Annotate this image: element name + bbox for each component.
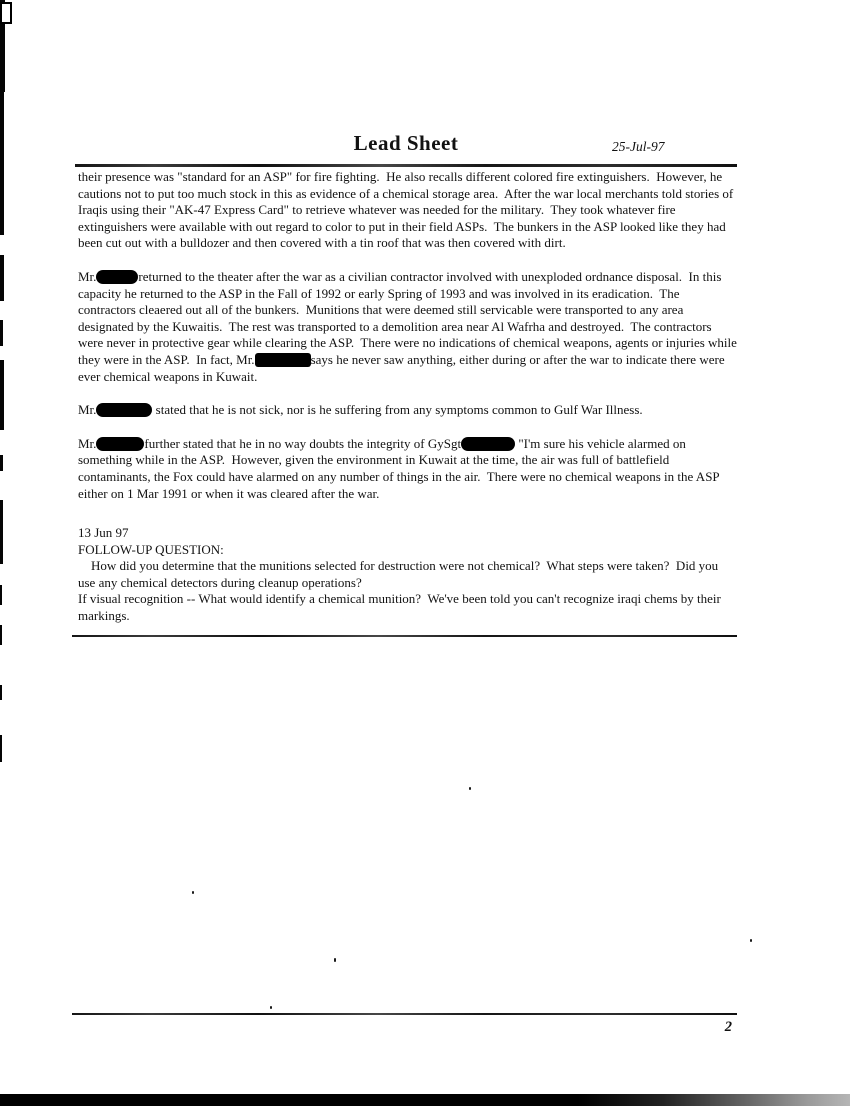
document-body — [78, 169, 741, 625]
document-title: Lead Sheet — [353, 131, 459, 155]
paragraph-not-sick: Mr. stated that he is not sick, nor is he suffering from any symptoms common to Gulf War Illness. — [78, 402, 643, 418]
paragraph-question-2: If visual recognition -- What would identify a chemical munition? We've been told you can't recognize iraqi chems by their markings. — [78, 591, 725, 624]
scan-artifact-left-bar — [0, 735, 2, 762]
scan-speck — [334, 958, 336, 962]
scan-artifact-bottom-bar — [0, 1094, 850, 1106]
paragraph-fire-extinguishers: their presence was "standard for an ASP" for fire fighting. He also recalls different colored fire extinguishers. However, he cautions not to put too much stock in this as evidence of a chemical storage area. After the war local merchants told stories of Iraqis using their "AK-47 Express Card" to retrieve whatever was needed for the military. They took whatever fire extinguishers were available with out regard to color to put in their field ASPs. The bunkers in the ASP looked like they had been cut out with a bulldozer and then covered with a tin roof that was then covered with dirt. — [78, 169, 737, 251]
scan-speck — [270, 1006, 272, 1009]
footer-rule — [72, 1013, 737, 1015]
scan-artifact-left-bar — [0, 92, 4, 235]
scan-artifact-corner-box — [0, 2, 12, 24]
scan-artifact-left-bar — [0, 685, 2, 700]
redacted-name — [96, 437, 144, 451]
document-date: 25-Jul-97 — [612, 139, 665, 154]
scan-artifact-left-bar — [0, 500, 3, 564]
scan-speck — [469, 787, 471, 790]
header-rule — [75, 164, 737, 167]
redacted-name — [255, 353, 311, 367]
scan-artifact-left-bar — [0, 625, 2, 645]
redacted-name — [96, 403, 152, 417]
scan-artifact-left-bar — [0, 455, 3, 471]
scan-artifact-left-bar — [0, 360, 4, 430]
paragraph-contractor-return: Mr. returned to the theater after the war as a civilian contractor involved with unexploded ordnance disposal. In this capacity he returned to the ASP in the Fall of 1992 or early Spring of 1993 and was involved in its eradication. The contractors cleaered out all of the bunkers. Munitions that were deemed still servicable were transported to any area designated by the Kuwaitis. The rest was transported to a demolition area near Al Wafrha and destroyed. The contractors were never in protective gear while clearing the ASP. There were no indications of chemical weapons, agents or injuries while they were in the ASP. In fact, Mr. says he never saw anything, either during or after the war to indicate there were ever chemical weapons in Kuwait. — [78, 268, 741, 384]
line-date: 13 Jun 97 — [78, 525, 129, 541]
paragraph-question-1: How did you determine that the munitions selected for destruction were not chemical? What steps were taken? Did you use any chemical detectors during cleanup operations? — [78, 558, 722, 590]
line-followup-heading: FOLLOW-UP QUESTION: — [78, 541, 224, 557]
scan-artifact-left-bar — [0, 320, 3, 346]
section-end-rule — [72, 635, 737, 637]
scan-artifact-left-bar — [0, 585, 2, 605]
redacted-name — [461, 437, 515, 451]
paragraph-integrity: Mr. further stated that he in no way doubts the integrity of GySgt "I'm sure his vehicle alarmed on something while in the ASP. However, given the environment in Kuwait at the time, the air was full of battlefield contaminants, the Fox could have alarmed on any number of things in the air. There were no chemical weapons in the ASP either on 1 Mar 1991 or when it was cleared after the war. — [78, 435, 723, 501]
scan-speck — [192, 891, 194, 894]
redacted-name — [96, 270, 138, 284]
scan-speck — [750, 939, 752, 942]
scan-artifact-left-bar — [0, 255, 4, 301]
page-number: 2 — [724, 1019, 732, 1035]
